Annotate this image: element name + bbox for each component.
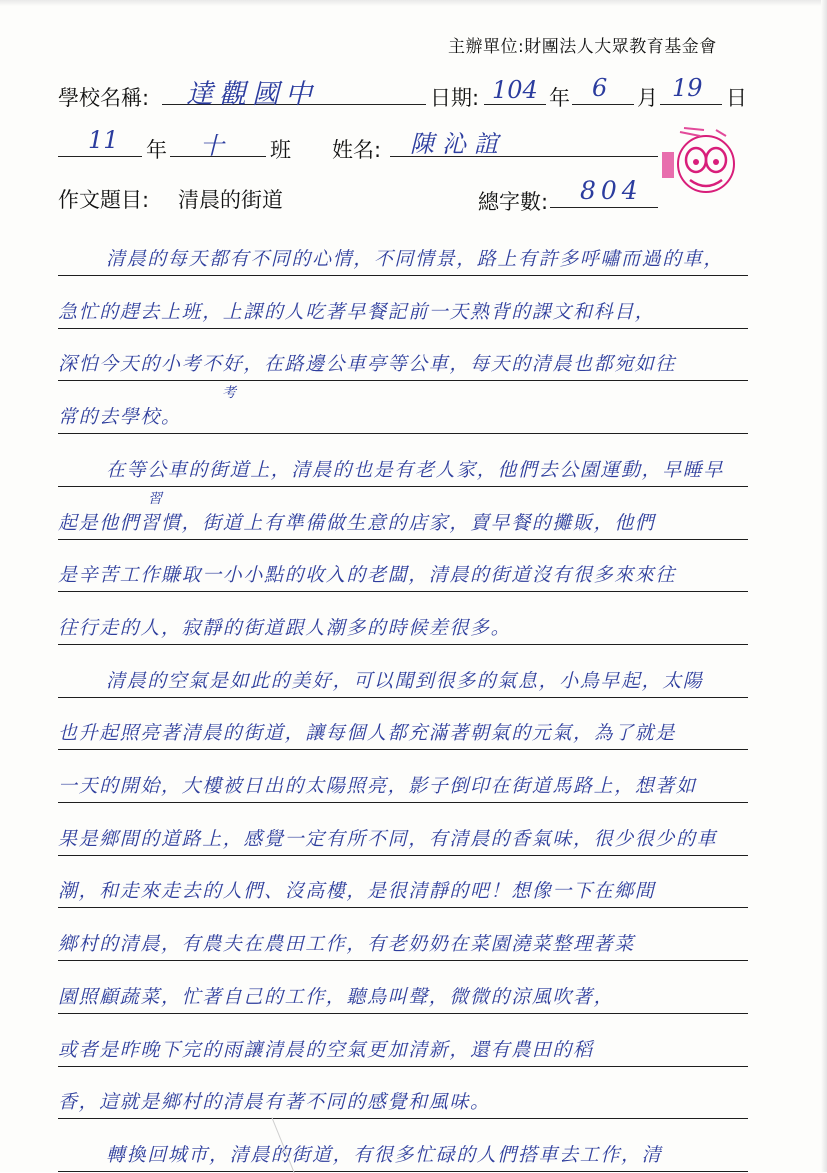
year-value: 104 [492,76,538,104]
year-underline [484,104,546,105]
stamp-side-mark [662,152,674,178]
class-label: 班 [270,138,291,162]
smiley-stamp [660,122,740,204]
stamp-right-pupil [713,159,719,165]
essay-line: 一天的開始，大樓被日出的太陽照亮，影子倒印在街道馬路上，想著如 [58,775,697,797]
essay-line: 急忙的趕去上班，上課的人吃著早餐記前一天熟背的課文和科目， [58,301,656,323]
organizer-text: 主辦單位:財團法人大眾教育基金會 [448,37,717,57]
name-label: 姓名: [332,138,382,162]
month-value: 6 [592,74,608,102]
essay-insertion: 習 [148,491,162,507]
essay-line: 清晨的每天都有不同的心情，不同情景，路上有許多呼嘯而過的車， [106,248,725,270]
essay-line: 鄉村的清晨，有農夫在農田工作，有老奶奶在菜園澆菜整理著菜 [58,933,635,955]
wordcount-underline [550,207,658,208]
name-value: 陳沁誼 [410,130,506,158]
essay-line: 深怕今天的小考不好，在路邊公車亭等公車，每天的清晨也都宛如往 [58,353,677,375]
wordcount-value: 804 [580,176,643,205]
stamp-mouth [690,180,722,186]
essay-line: 園照顧蔬菜，忙著自己的工作，聽鳥叫聲，微微的涼風吹著， [58,986,615,1008]
essay-line: 潮，和走來走去的人們、沒高樓，是很清靜的吧！想像一下在鄉間 [58,880,656,902]
essay-line: 也升起照亮著清晨的街道，讓每個人都充滿著朝氣的元氣，為了就是 [58,722,677,744]
essay-line: 香，這就是鄉村的清晨有著不同的感覺和風味。 [58,1091,491,1113]
essay-line: 起是他們習慣，街道上有準備做生意的店家，賣早餐的攤販，他們 [58,512,656,534]
scan-edge-top [0,0,827,6]
essay-line: 是辛苦工作賺取一小小點的收入的老闆，清晨的街道沒有很多來來往 [58,564,677,586]
year-label: 年 [549,86,570,110]
grade-underline [58,156,142,157]
school-value: 達觀國中 [186,79,318,110]
scan-edge-right [821,0,827,1172]
date-label: 日期: [430,86,480,110]
grade-value: 11 [88,126,119,154]
essay-line: 常的去學校。 [58,406,182,428]
essay-line: 果是鄉間的道路上，感覺一定有所不同，有清晨的香氣味，很少很少的車 [58,828,718,850]
topic-label: 作文題目: [58,188,150,212]
day-value: 19 [672,74,703,102]
class-value: 十 [200,132,224,160]
essay-insertion: 考 [222,385,236,401]
essay-line: 轉換回城市，清晨的街道，有很多忙碌的人們搭車去工作，清 [106,1144,663,1166]
topic-value: 清晨的街道 [178,188,283,212]
month-label: 月 [637,86,658,110]
essay-line: 在等公車的街道上，清晨的也是有老人家，他們去公園運動，早睡早 [106,459,725,481]
essay-line: 往行走的人，寂靜的街道跟人潮多的時候差很多。 [58,617,512,639]
stamp-left-pupil [693,159,699,165]
month-underline [572,104,634,105]
grade-label: 年 [146,138,167,162]
school-label: 學校名稱: [58,86,150,110]
day-underline [660,104,722,105]
wordcount-label: 總字數: [478,190,549,214]
day-label: 日 [726,86,747,110]
stamp-hair [680,128,726,136]
essay-line: 清晨的空氣是如此的美好，可以聞到很多的氣息，小鳥早起，太陽 [106,670,704,692]
essay-line: 或者是昨晚下完的雨讓清晨的空氣更加清新，還有農田的稻 [58,1039,594,1061]
